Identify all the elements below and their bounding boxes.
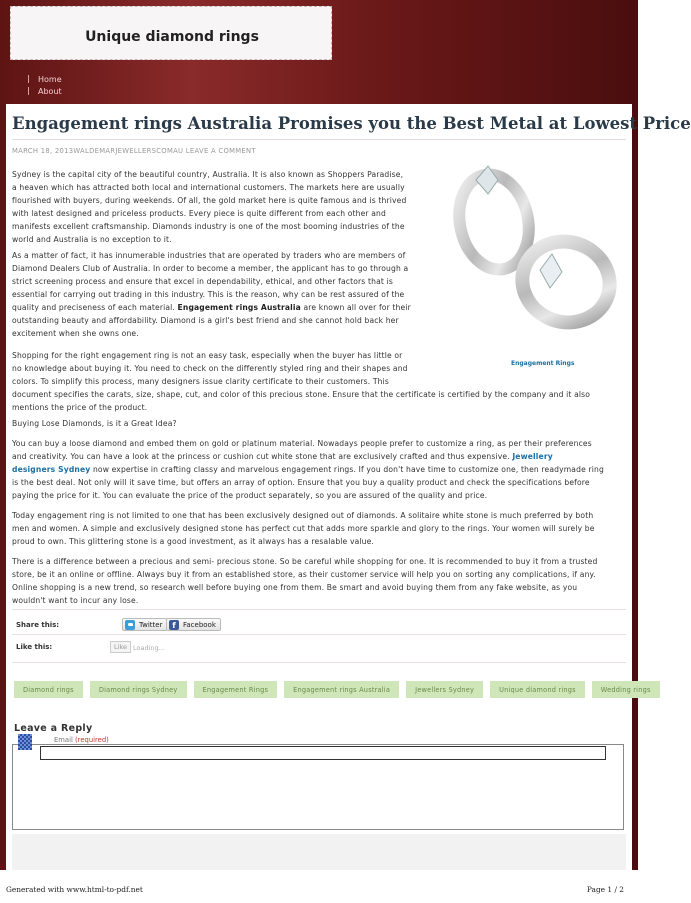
image-caption-link[interactable]: Engagement Rings bbox=[511, 360, 575, 367]
comment-form-fields bbox=[12, 834, 626, 870]
leave-reply-heading: Leave a Reply bbox=[14, 723, 93, 734]
site-title[interactable]: Unique diamond rings bbox=[85, 29, 259, 45]
gravatar-icon bbox=[18, 734, 32, 750]
paragraph-3 bbox=[12, 349, 628, 414]
post-meta: MARCH 18, 2013WALDEMARJEWELLERSCOMAU LEAVE A COMMENT bbox=[12, 147, 256, 155]
required-marker: (required) bbox=[75, 736, 109, 744]
nav-divider-icon bbox=[28, 87, 29, 95]
text-line: There is a difference between a precious and semi- precious stone. So be careful while shopping for one. It is recommended to buy it from a trusted bbox=[12, 557, 598, 566]
text-line: proud to own. This glittering stone is a good investment, as it always has a resalable value. bbox=[12, 537, 375, 546]
email-field[interactable] bbox=[40, 746, 606, 760]
text-line: Today engagement ring is not limited to one that has been exclusively designed out of diamonds. A solitaire white stone is much preferred by both bbox=[12, 511, 594, 520]
footer-page-number: Page 1 / 2 bbox=[586, 885, 624, 894]
facebook-share-button[interactable] bbox=[166, 618, 221, 631]
text-line: is the best deal. Not only will it save time, but offers an array of option. Ensure that you buy a quality product and check the specifications before bbox=[12, 478, 590, 487]
text-line: essential for carrying out trading in this industry. This is the reason, why can be rest assured of the bbox=[12, 290, 405, 299]
text-line: wouldn't want to incur any lose. bbox=[12, 596, 139, 605]
like-label: Like this: bbox=[16, 643, 53, 651]
paragraph-6 bbox=[12, 509, 628, 548]
text-line: Diamond Dealers Club of Australia. In order to become a member, the applicant has to go through a bbox=[12, 264, 409, 273]
nav-item-label: Home bbox=[38, 74, 62, 84]
text-line: Sydney is the capital city of the beautiful country, Australia. It is also known as Shoppers Paradise, bbox=[12, 170, 404, 179]
text-line: mentions the price of the product. bbox=[12, 403, 148, 412]
tags-divider bbox=[12, 662, 626, 663]
tag-list bbox=[14, 681, 660, 698]
loading-text: Loading... bbox=[133, 644, 165, 652]
text-line: excitement when she owns one. bbox=[12, 329, 139, 338]
text-line bbox=[12, 450, 628, 463]
designers-sydney-link[interactable]: designers Sydney bbox=[12, 465, 91, 474]
tag-link[interactable]: Diamond rings Sydney bbox=[90, 681, 187, 698]
nav-item-label: About bbox=[38, 86, 62, 96]
engagement-rings-australia-link[interactable]: Engagement rings Australia bbox=[177, 303, 301, 312]
site-header bbox=[10, 6, 332, 60]
twitter-label: Twitter bbox=[139, 620, 163, 629]
email-label bbox=[54, 736, 109, 744]
nav-item-home[interactable] bbox=[28, 73, 62, 85]
text-line: As a matter of fact, it has innumerable industries that are operated by traders who are members of bbox=[12, 251, 406, 260]
like-divider bbox=[12, 634, 626, 635]
text-line: You can buy a loose diamond and embed them on gold or platinum material. Nowadays people prefer to customize a ring, as per their preferences bbox=[12, 439, 592, 448]
like-button[interactable]: Like bbox=[110, 641, 131, 653]
tag-link[interactable]: Engagement rings Australia bbox=[284, 681, 399, 698]
tag-link[interactable]: Engagement Rings bbox=[194, 681, 278, 698]
tag-link[interactable]: Diamond rings bbox=[14, 681, 83, 698]
paragraph-7 bbox=[12, 555, 628, 607]
text-line: paying the price for it. You can evaluate the price of the product separately, so you are assured of the quality and price. bbox=[12, 491, 488, 500]
paragraph-2 bbox=[12, 249, 432, 340]
paragraph-4: Buying Lose Diamonds, is it a Great Idea? bbox=[12, 419, 177, 428]
tag-link[interactable]: Jewellers Sydney bbox=[406, 681, 483, 698]
post-title[interactable]: Engagement rings Australia Promises you the Best Metal at Lowest Price bbox=[12, 114, 691, 133]
text-line: world and Australia is no exception to it. bbox=[12, 235, 172, 244]
text-span: and creativity. You can have a look at the princess or cushion cut white stone that are exclusively crafted and thus expensive. bbox=[12, 452, 513, 461]
paragraph-5 bbox=[12, 437, 628, 502]
text-line bbox=[12, 463, 628, 476]
facebook-label: Facebook bbox=[183, 620, 216, 629]
text-line: strict screening process and ensure that excel in dependability, ethical, and other factors that is bbox=[12, 277, 393, 286]
jewellery-link[interactable]: Jewellery bbox=[512, 452, 553, 461]
text-line: outstanding beauty and affordability. Diamond is a girl's best friend and she cannot hold back her bbox=[12, 316, 399, 325]
text-span: quality and preciseness of each material. bbox=[12, 303, 178, 312]
email-label-text: Email bbox=[54, 736, 73, 744]
twitter-share-button[interactable] bbox=[122, 618, 167, 631]
tag-link[interactable]: Wedding rings bbox=[592, 681, 660, 698]
text-line: manifests excellent craftsmanship. Diamonds industry is one of the most booming industries of the bbox=[12, 222, 405, 231]
text-span: are known all over for their bbox=[300, 303, 411, 312]
text-line: no knowledge about buying it. You need to check on the differently styled ring and their shapes and bbox=[12, 364, 408, 373]
engagement-ring-image bbox=[436, 162, 622, 352]
text-line: flourished with buyers, during weekends. Of all, the gold market here is quite famous and is thrived bbox=[12, 196, 407, 205]
text-span: now expertise in crafting classy and marvelous engagement rings. If you don't have time to customize one, then readymade ring bbox=[90, 465, 604, 474]
paragraph-1 bbox=[12, 168, 432, 246]
nav-item-about[interactable] bbox=[28, 85, 62, 97]
text-line: a heaven which has attracted both local and international customers. The markets here are usually bbox=[12, 183, 405, 192]
nav-divider-icon bbox=[28, 75, 29, 83]
twitter-icon bbox=[125, 620, 135, 630]
text-line: store, be it an online or offline. Always buy it from an established store, as their customer service will help you on sorting any complications, if any. bbox=[12, 570, 596, 579]
title-divider bbox=[12, 139, 626, 140]
text-line: with latest designed and priceless products. Every piece is quite different from each other and bbox=[12, 209, 386, 218]
text-line: Shopping for the right engagement ring is not an easy task, especially when the buyer has little or bbox=[12, 351, 403, 360]
text-line: men and women. A simple and exclusively designed stone has perfect cut that adds more sparkle and glory to the rings. Your women will surely be bbox=[12, 524, 595, 533]
tag-link[interactable]: Unique diamond rings bbox=[490, 681, 585, 698]
text-line: Online shopping is a new trend, so research well before buying one from them. Be smart and avoid buying them from any fake website, as you bbox=[12, 583, 578, 592]
share-divider bbox=[12, 609, 626, 610]
facebook-icon: f bbox=[169, 620, 179, 630]
share-label: Share this: bbox=[16, 621, 60, 629]
main-nav bbox=[28, 73, 62, 97]
text-line bbox=[12, 301, 432, 314]
footer-generated: Generated with www.html-to-pdf.net bbox=[6, 885, 143, 894]
text-line: colors. To simplify this process, many designers issue clarity certificate to their customers. This bbox=[12, 377, 390, 386]
text-line: document specifies the carats, size, shape, cut, and color of this precious stone. Ensure that the certificate is certified by the company and it also bbox=[12, 390, 591, 399]
